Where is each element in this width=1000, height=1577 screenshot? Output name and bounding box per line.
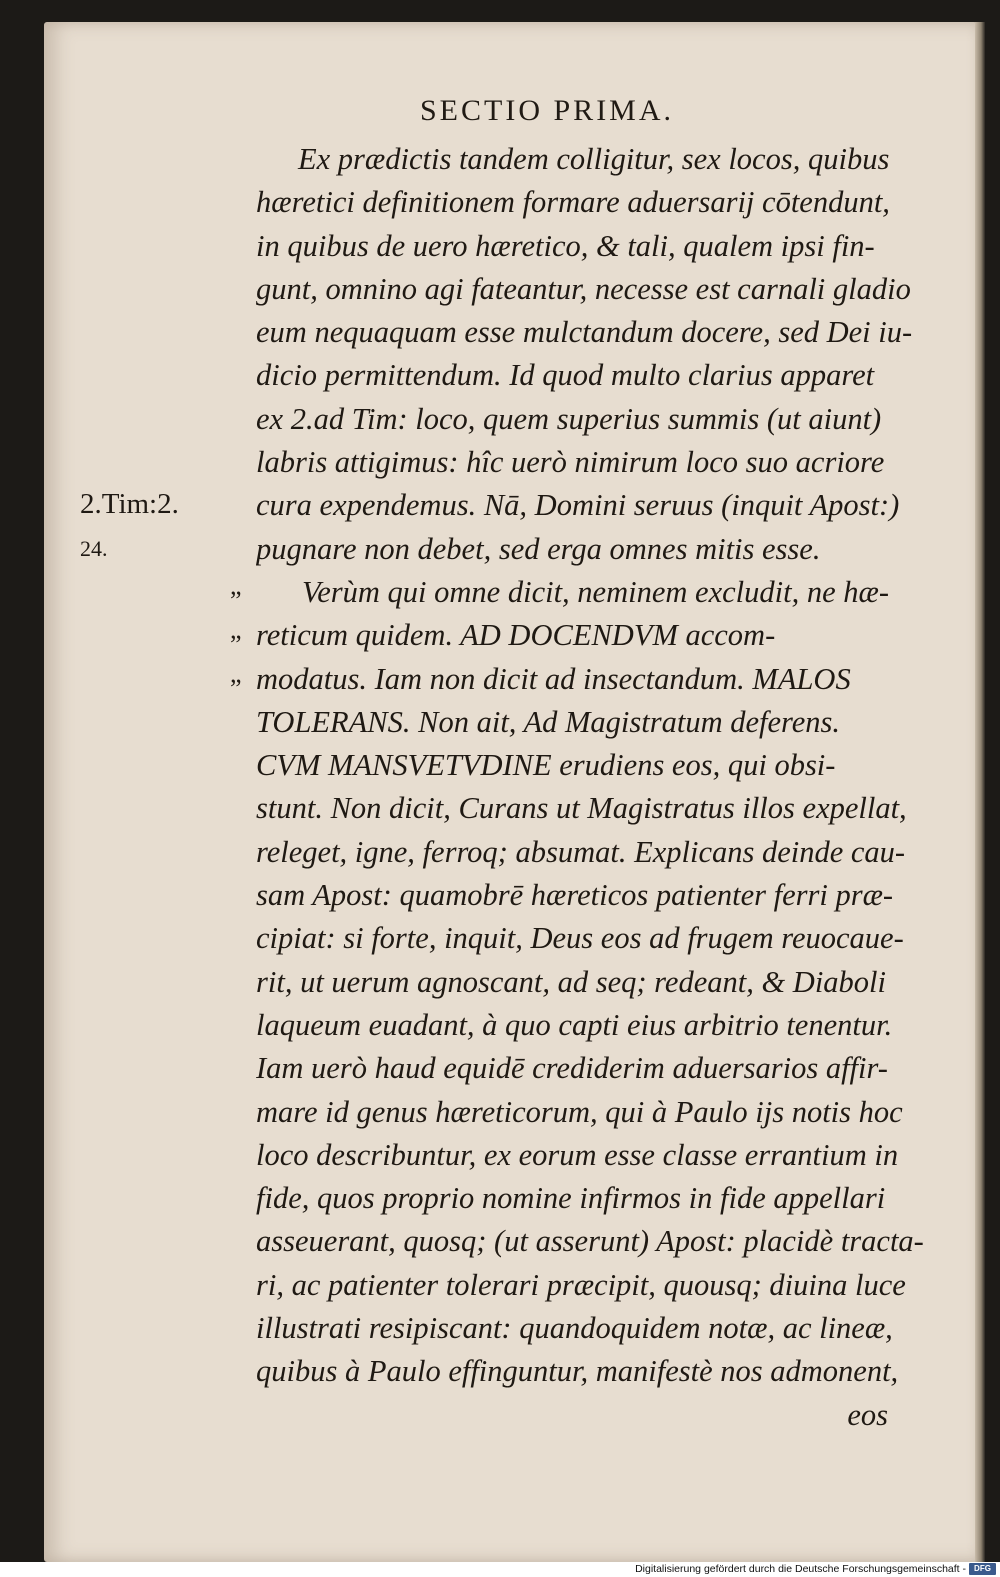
text-line: ex 2.ad Tim: loco, quem superius summis (ut aiunt) (256, 401, 882, 436)
text-line: cura expendemus. Nā, Domini seruus (inquit Apost:) (256, 488, 900, 523)
quotation-mark: ” (230, 630, 242, 659)
text-line: cipiat: si forte, inquit, Deus eos ad frugem reuocaue- (256, 921, 904, 956)
dfg-logo: DFG (969, 1563, 996, 1575)
text-line: releget, igne, ferroq; absumat. Explicans deinde cau- (256, 834, 906, 869)
digitization-footer (0, 1562, 1000, 1577)
text-line: fide, quos proprio nomine infirmos in fide appellari (256, 1181, 886, 1216)
running-head: SECTIO PRIMA. (420, 94, 675, 127)
text-line: TOLERANS. Non ait, Ad Magistratum deferens. (256, 704, 841, 739)
text-line: gunt, omnino agi fateantur, necesse est carnali gladio (256, 271, 911, 306)
text-line: in quibus de uero hæretico, & tali, qualem ipsi fin- (256, 228, 875, 263)
footer-credit: Digitalisierung gefördert durch die Deutsche Forschungsgemeinschaft - (635, 1563, 966, 1575)
text-line: CVM MANSVETVDINE erudiens eos, qui obsi- (256, 748, 836, 783)
text-line: reticum quidem. AD DOCENDVM accom- (256, 618, 776, 653)
text-line: illustrati resipiscant: quandoquidem notæ, ac lineæ, (256, 1311, 893, 1346)
text-line: laqueum euadant, à quo capti eius arbitrio tenentur. (256, 1007, 893, 1042)
text-line: Ex prædictis tandem colligitur, sex locos, quibus (298, 142, 890, 176)
text-line: quibus à Paulo effinguntur, manifestè nos admonent, (256, 1354, 899, 1389)
text-line: Verùm qui omne dicit, neminem excludit, ne hæ- (302, 574, 889, 609)
catchword: eos (847, 1397, 888, 1432)
quotation-mark: ” (230, 674, 242, 703)
text-line: eum nequaquam esse mulctandum docere, sed Dei iu- (256, 315, 913, 350)
text-line: loco describuntur, ex eorum esse classe errantium in (256, 1137, 899, 1172)
text-line: mare id genus hæreticorum, qui à Paulo ijs notis hoc (256, 1094, 903, 1129)
margin-note-verse: 24. (80, 536, 108, 561)
text-line: sam Apost: quamobrē hæreticos patienter ferri præ- (256, 878, 894, 913)
body-text (256, 138, 946, 1437)
text-line: hæretici definitionem formare aduersarij cōtendunt, (256, 185, 890, 220)
text-line: modatus. Iam non dicit ad insectandum. MALOS (256, 661, 851, 696)
text-line: rit, ut uerum agnoscant, ad seq; redeant, & Diaboli (256, 964, 887, 999)
text-line: stunt. Non dicit, Curans ut Magistratus illos expellat, (256, 791, 907, 826)
text-line: Iam uerò haud equidē crediderim aduersarios affir- (256, 1051, 888, 1086)
quotation-mark: ” (230, 586, 242, 615)
text-line: asseuerant, quosq; (ut asserunt) Apost: placidè tracta- (256, 1224, 924, 1259)
page-edge (975, 22, 985, 1562)
text-line: ri, ac patienter tolerari præcipit, quousq; diuina luce (256, 1267, 906, 1302)
text-line: pugnare non debet, sed erga omnes mitis esse. (256, 531, 821, 566)
text-line: labris attigimus: hîc uerò nimirum loco suo acriore (256, 445, 885, 480)
margin-note-reference: 2.Tim:2. (80, 488, 179, 520)
text-line: dicio permittendum. Id quod multo clarius apparet (256, 358, 875, 393)
